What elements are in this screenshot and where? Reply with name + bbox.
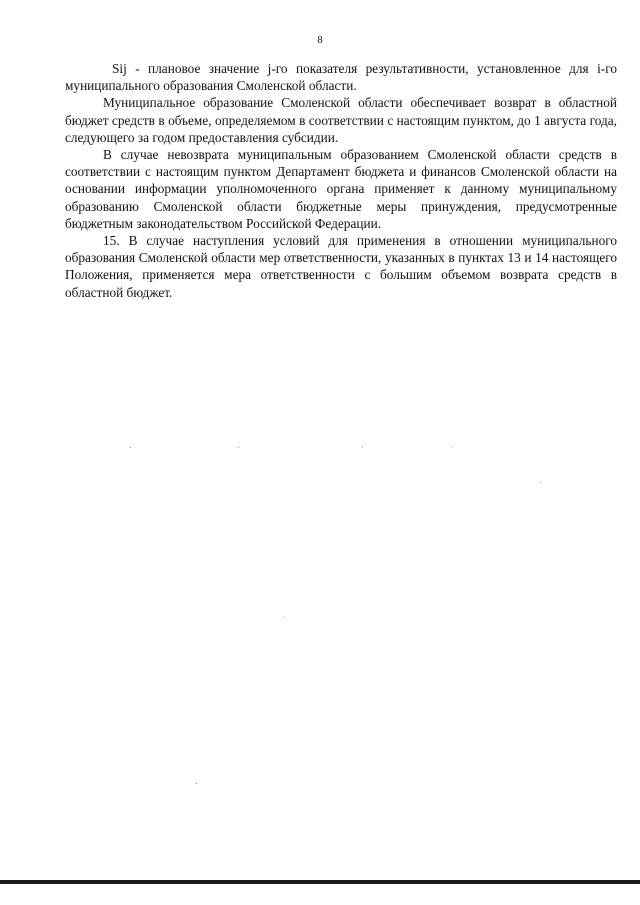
scan-speck	[196, 783, 197, 784]
scan-speck	[362, 446, 363, 447]
scan-speck	[238, 447, 239, 448]
scan-speck	[130, 447, 131, 448]
paragraph-refund-obligation: Муниципальное образование Смоленской области обеспечивает возврат в областной бюджет средств в объеме, определяемом в соответствии с настоящим пунктом, до 1 августа года, следующего за годом предоставления субсидии.	[65, 95, 617, 145]
paragraph-item-15: 15. В случае наступления условий для применения в отношении муниципального образования Смоленской области мер ответственности, указанных в пунктах 13 и 14 настоящего Положения, применяется мера ответственности с большим объемом возврата средств в областной бюджет.	[65, 233, 617, 300]
paragraph-sij-definition: Sij - плановое значение j-го показателя результативности, установленное для i-го муниципального образования Смоленской области.	[65, 61, 617, 94]
scan-speck	[283, 617, 284, 618]
document-body	[65, 60, 617, 301]
scan-speck	[452, 446, 453, 447]
paragraph-non-return-measures: В случае невозврата муниципальным образованием Смоленской области средств в соответствии с настоящим пунктом Департамент бюджета и финансов Смоленской области на основании информации уполномоченного органа применяет к данному муниципальному образованию Смоленской области бюджетные меры принуждения, предусмотренные бюджетным законодательством Российской Федерации.	[65, 147, 617, 231]
bottom-border-line	[0, 880, 640, 884]
scan-speck	[540, 482, 541, 483]
page-number: 8	[317, 34, 323, 46]
